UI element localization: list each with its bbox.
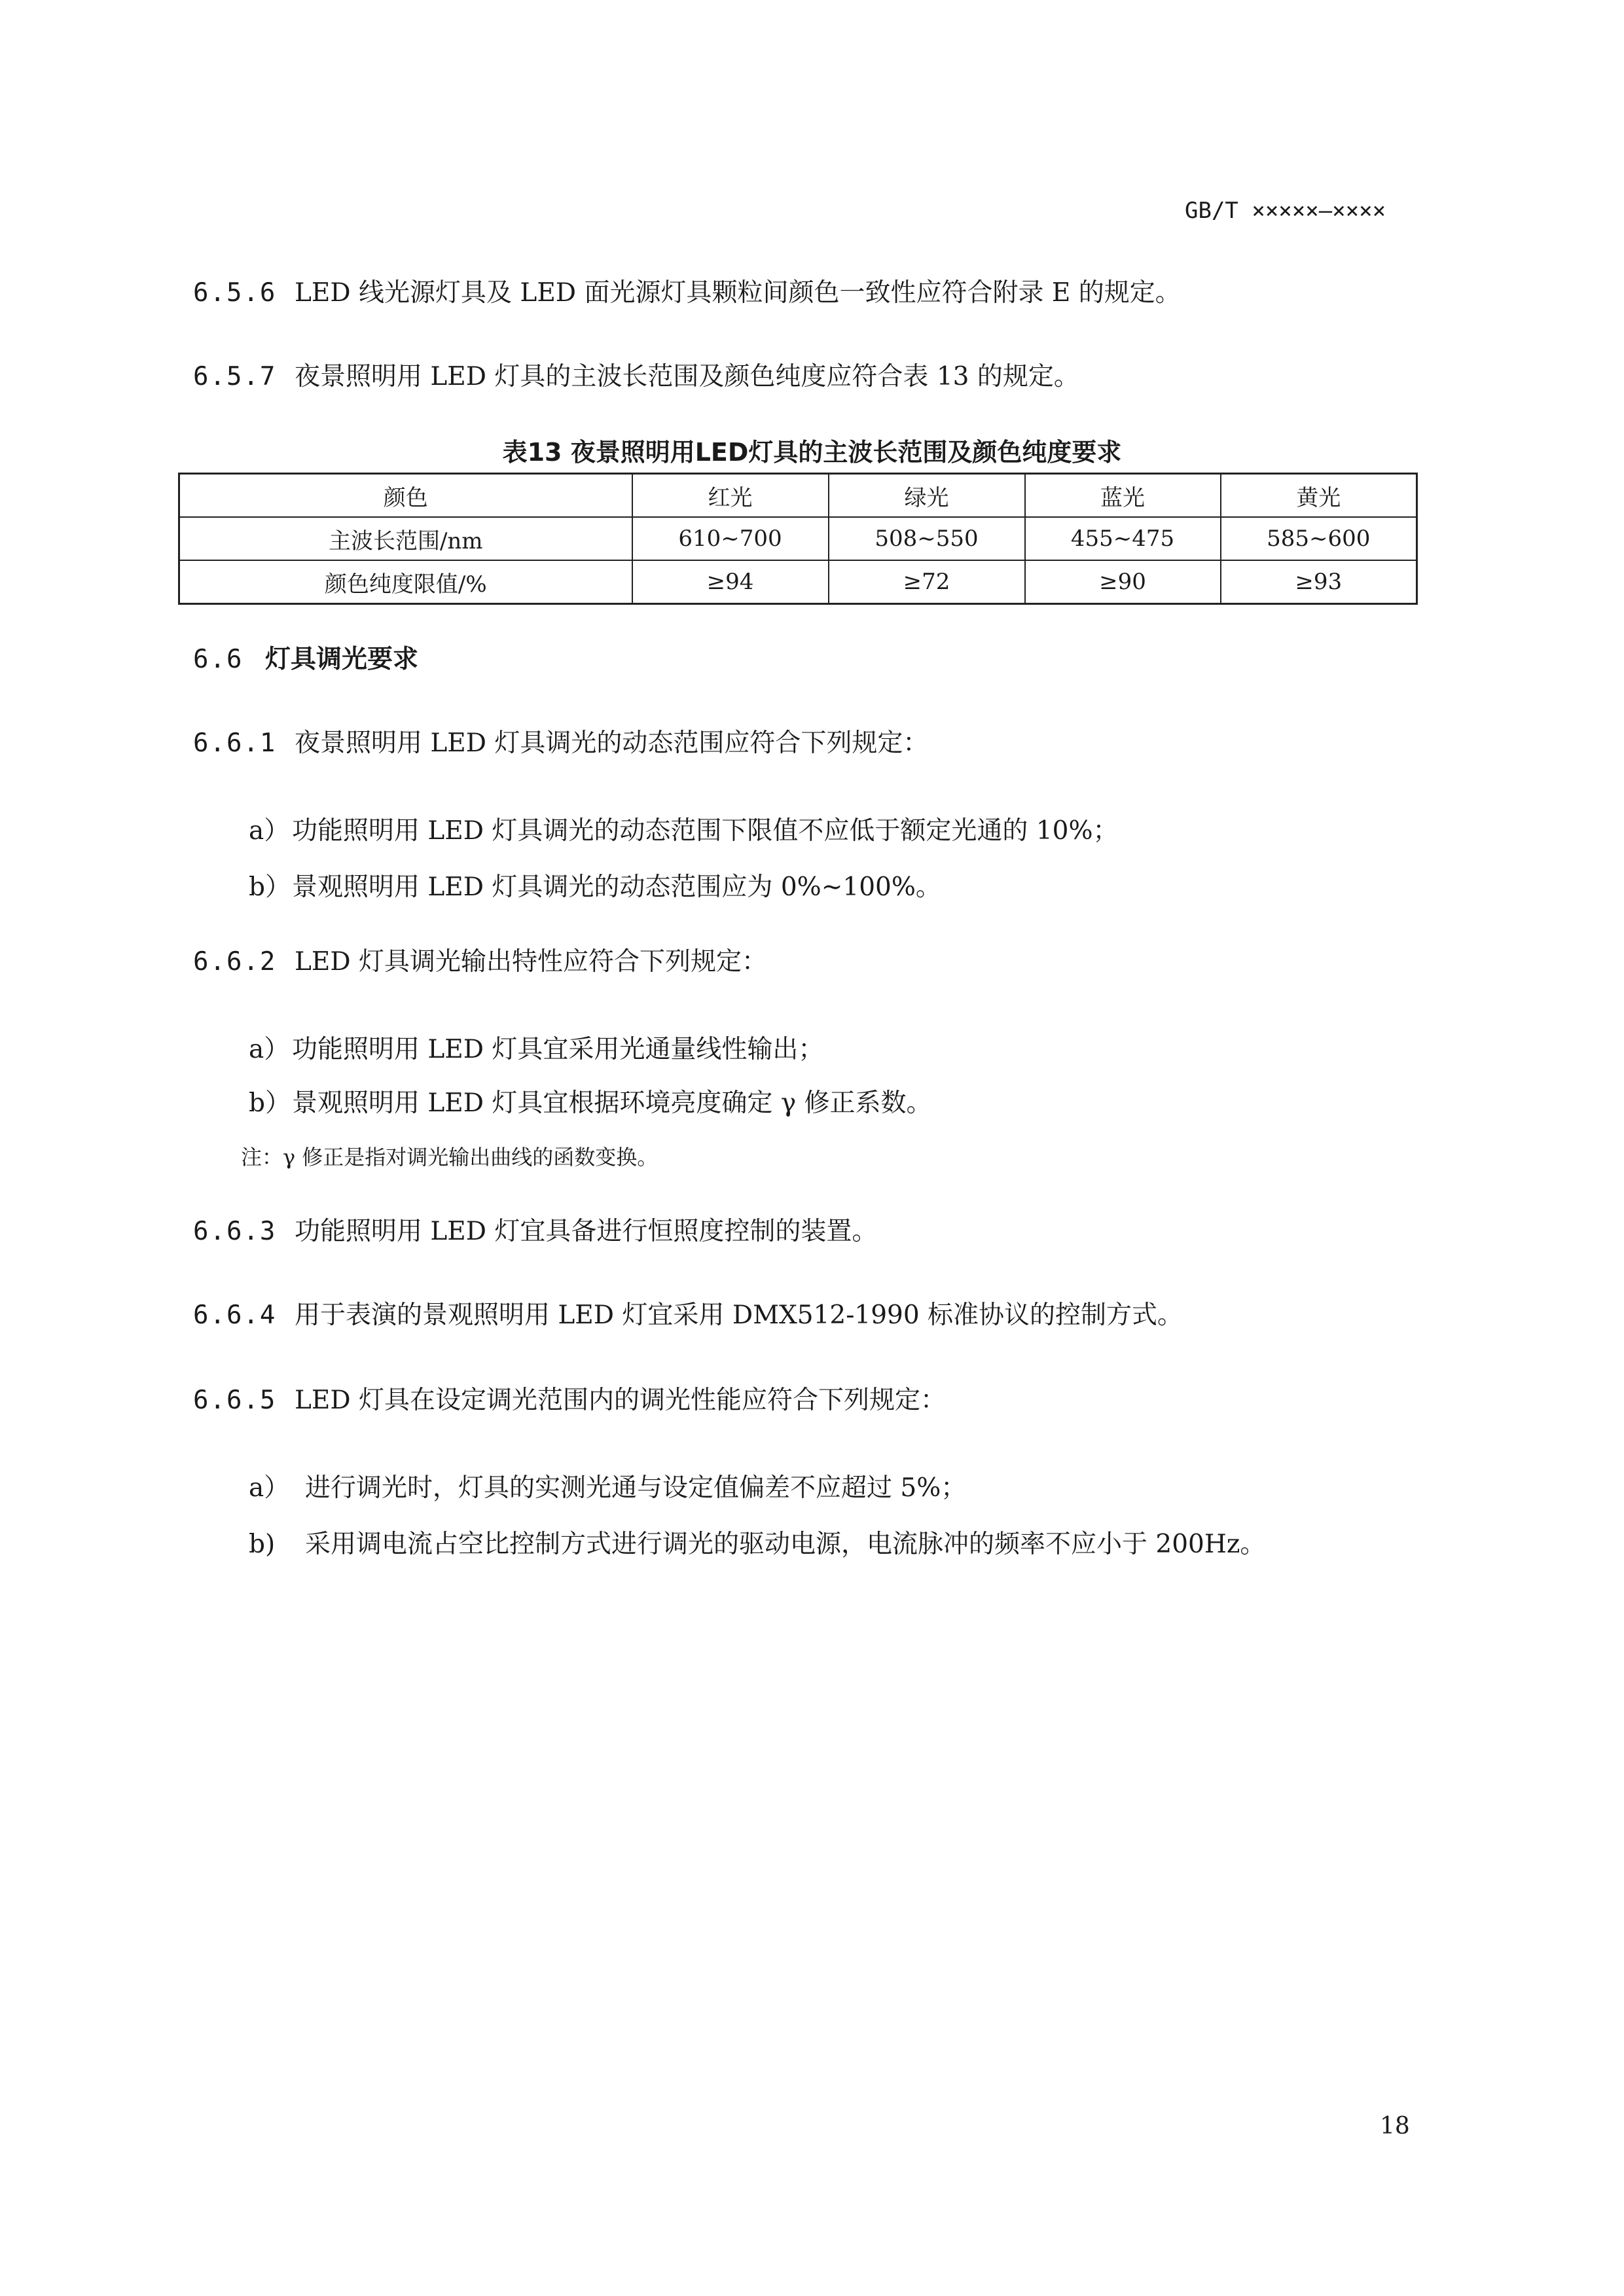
list-item	[249, 1030, 823, 1069]
header-cell-blue: 蓝光	[1025, 474, 1221, 518]
section-number: 6.6	[193, 645, 244, 674]
table-header-row	[179, 474, 1417, 518]
row-label: 颜色纯度限值/%	[179, 560, 632, 604]
table-cell: ≥93	[1221, 560, 1417, 604]
item-label: a）	[249, 1473, 290, 1503]
table-cell: ≥72	[829, 560, 1025, 604]
item-label: b）	[249, 872, 291, 902]
header-cell-color: 颜色	[179, 474, 632, 518]
item-text: 进行调光时，灯具的实测光通与设定值偏差不应超过 5%；	[305, 1473, 967, 1503]
clause-number: 6.5.7	[193, 362, 277, 391]
item-text: 功能照明用 LED 灯具调光的动态范围下限值不应低于额定光通的 10%；	[292, 816, 1119, 846]
table-cell: 455~475	[1025, 517, 1221, 560]
clause-number: 6.5.6	[193, 278, 277, 308]
item-text: 功能照明用 LED 灯具宜采用光通量线性输出；	[292, 1035, 824, 1064]
clause-number: 6.6.5	[193, 1386, 277, 1415]
document-code-header: GB/T ×××××—××××	[1185, 198, 1386, 224]
clause-6-5-6	[193, 274, 1181, 313]
clause-number: 6.6.3	[193, 1217, 277, 1246]
clause-6-6-2	[193, 942, 767, 982]
clause-text: 夜景照明用 LED 灯具的主波长范围及颜色纯度应符合表 13 的规定。	[295, 362, 1079, 391]
clause-text: LED 灯具在设定调光范围内的调光性能应符合下列规定：	[295, 1386, 947, 1415]
header-cell-green: 绿光	[829, 474, 1025, 518]
table-13-title: 表13 夜景照明用LED灯具的主波长范围及颜色纯度要求	[502, 438, 1122, 467]
header-cell-yellow: 黄光	[1221, 474, 1417, 518]
clause-text: 夜景照明用 LED 灯具调光的动态范围应符合下列规定：	[295, 728, 929, 758]
item-label: b）	[249, 1088, 291, 1118]
item-label: a）	[249, 816, 290, 846]
clause-text: LED 线光源灯具及 LED 面光源灯具颗粒间颜色一致性应符合附录 E 的规定。	[295, 278, 1181, 308]
header-cell-red: 红光	[632, 474, 829, 518]
clause-6-5-7	[193, 357, 1079, 397]
item-text: 景观照明用 LED 灯具宜根据环境亮度确定 γ 修正系数。	[292, 1088, 932, 1118]
item-label: a）	[249, 1035, 290, 1064]
section-6-6-heading	[193, 640, 418, 679]
clause-6-6-3	[193, 1212, 877, 1251]
table-cell: ≥90	[1025, 560, 1221, 604]
item-text: 景观照明用 LED 灯具调光的动态范围应为 0%~100%。	[292, 872, 941, 902]
row-label: 主波长范围/nm	[179, 517, 632, 560]
table-row	[179, 517, 1417, 560]
table-cell: 508~550	[829, 517, 1025, 560]
table-13	[178, 473, 1418, 605]
table-cell: ≥94	[632, 560, 829, 604]
item-label: b)	[249, 1530, 276, 1559]
note: 注：γ 修正是指对调光输出曲线的函数变换。	[241, 1145, 659, 1170]
table-cell: 585~600	[1221, 517, 1417, 560]
item-text: 采用调电流占空比控制方式进行调光的驱动电源，电流脉冲的频率不应小于 200Hz。	[305, 1530, 1266, 1559]
clause-text: 用于表演的景观照明用 LED 灯宜采用 DMX512-1990 标准协议的控制方式。	[295, 1300, 1183, 1330]
clause-number: 6.6.2	[193, 947, 277, 977]
clause-text: 功能照明用 LED 灯宜具备进行恒照度控制的装置。	[295, 1217, 878, 1246]
table-row	[179, 560, 1417, 604]
list-item	[249, 1469, 966, 1508]
clause-6-6-1	[193, 724, 928, 763]
list-item	[249, 1084, 932, 1123]
clause-text: LED 灯具调光输出特性应符合下列规定：	[295, 947, 768, 977]
list-item	[249, 1525, 1265, 1564]
page-number: 18	[1380, 2113, 1410, 2140]
table-cell: 610~700	[632, 517, 829, 560]
list-item	[249, 812, 1119, 851]
clause-6-6-5	[193, 1381, 946, 1420]
section-title: 灯具调光要求	[265, 645, 419, 674]
clause-number: 6.6.4	[193, 1300, 277, 1330]
list-item	[249, 868, 941, 907]
clause-number: 6.6.1	[193, 728, 277, 758]
clause-6-6-4	[193, 1296, 1183, 1335]
